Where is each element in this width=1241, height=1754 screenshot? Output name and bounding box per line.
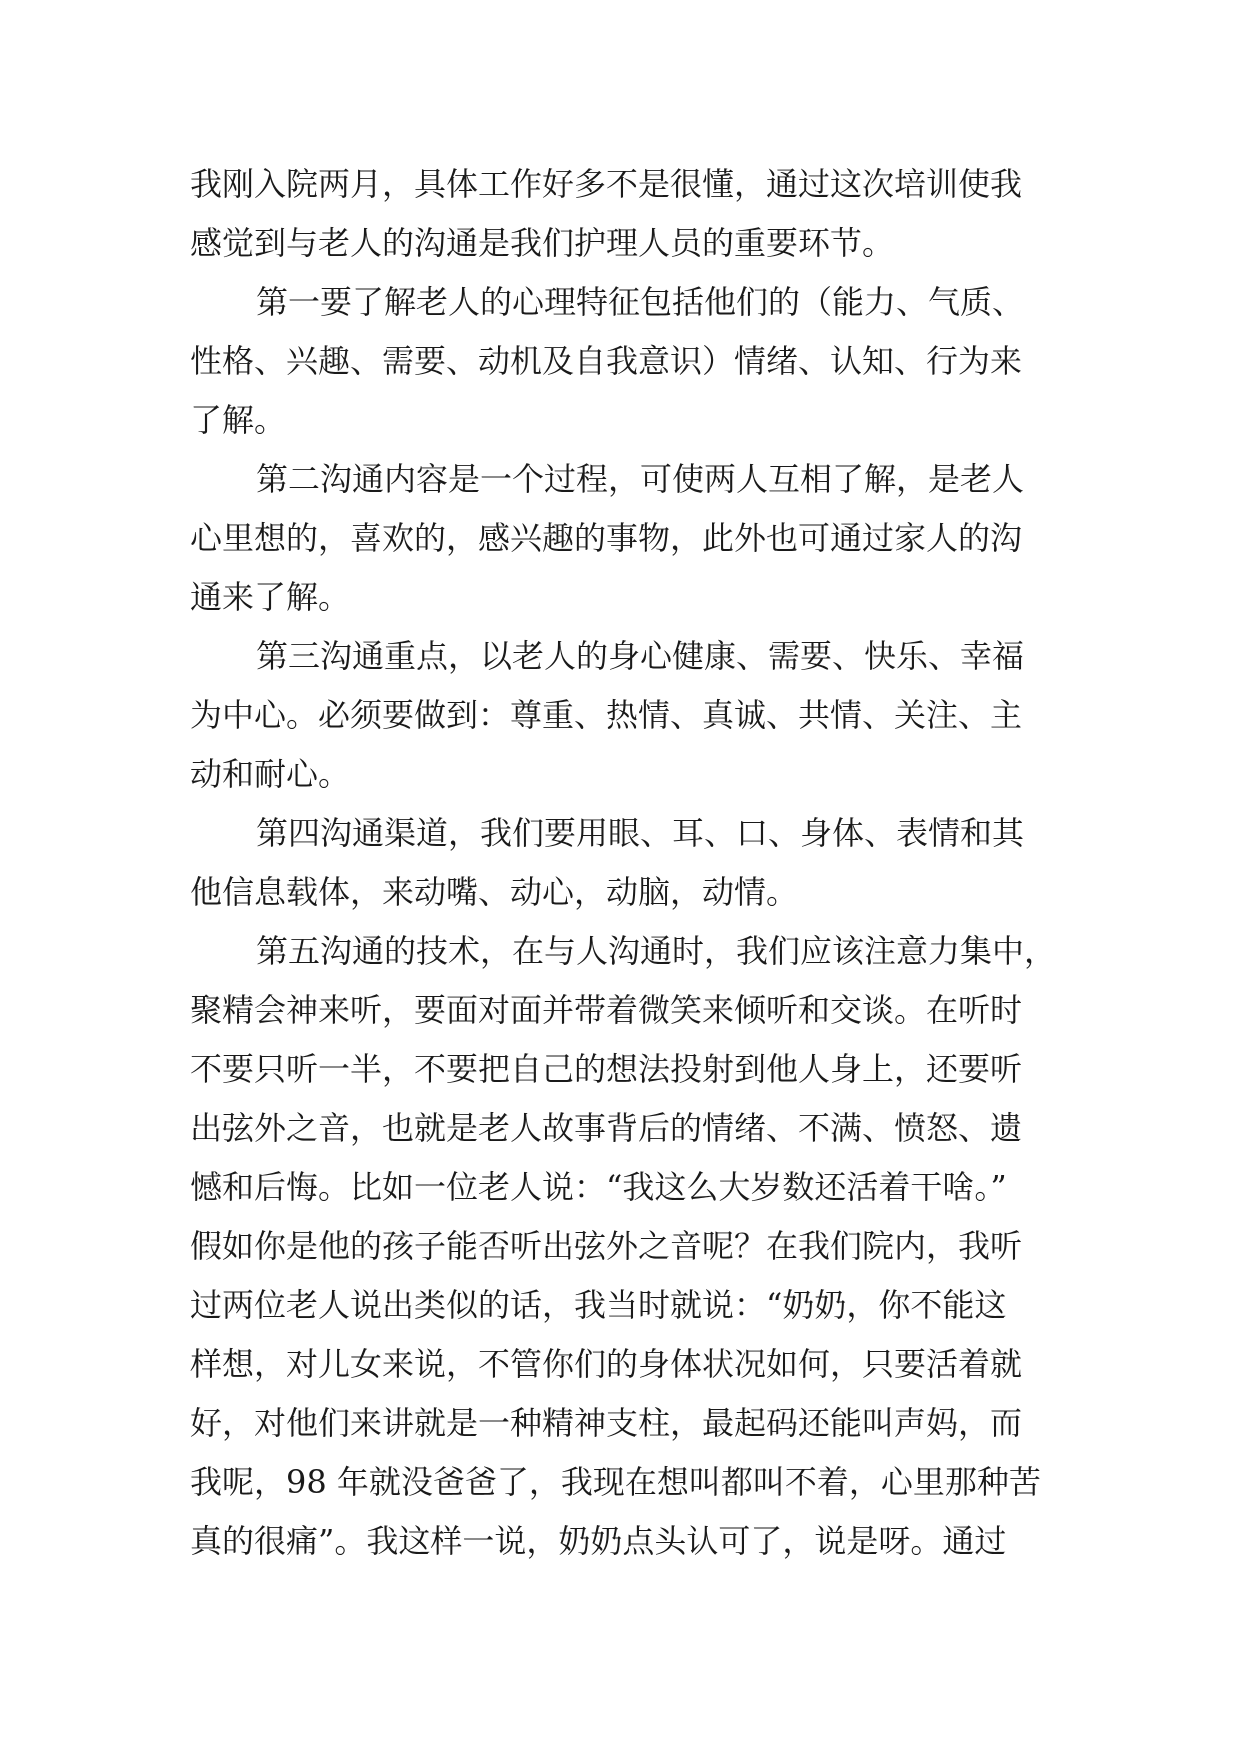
- text-line: 他信息载体，来动嘴、动心，动脑，动情。: [190, 873, 799, 911]
- text-line: 第三沟通重点，以老人的身心健康、需要、快乐、幸福: [256, 637, 1025, 675]
- text-line: 样想，对儿女来说，不管你们的身体状况如何，只要活着就: [190, 1345, 1023, 1383]
- text-line: 为中心。必须要做到：尊重、热情、真诚、共情、关注、主: [190, 696, 1023, 734]
- text-line: 憾和后悔。比如一位老人说：“我这么大岁数还活着干啥。”: [190, 1168, 1007, 1206]
- text-line: 第一要了解老人的心理特征包括他们的（能力、气质、: [256, 283, 1025, 321]
- text-line: 出弦外之音，也就是老人故事背后的情绪、不满、愤怒、遗: [190, 1109, 1023, 1147]
- text-line: 第四沟通渠道，我们要用眼、耳、口、身体、表情和其: [256, 814, 1025, 852]
- text-line: 第五沟通的技术，在与人沟通时，我们应该注意力集中，: [256, 932, 1057, 970]
- text-column: [190, 155, 1057, 1571]
- text-line: 不要只听一半，不要把自己的想法投射到他人身上，还要听: [190, 1050, 1023, 1088]
- text-line: 感觉到与老人的沟通是我们护理人员的重要环节。: [190, 224, 895, 262]
- text-line: 通来了解。: [190, 578, 351, 616]
- text-line: 心里想的，喜欢的，感兴趣的事物，此外也可通过家人的沟: [190, 519, 1023, 557]
- text-line: 过两位老人说出类似的话，我当时就说：“奶奶，你不能这: [190, 1286, 1007, 1324]
- text-line: 假如你是他的孩子能否听出弦外之音呢？在我们院内，我听: [190, 1227, 1023, 1265]
- text-line: 我呢，98 年就没爸爸了，我现在想叫都叫不着，心里那种苦: [190, 1463, 1041, 1501]
- text-line: 性格、兴趣、需要、动机及自我意识）情绪、认知、行为来: [190, 342, 1023, 380]
- text-line: 好，对他们来讲就是一种精神支柱，最起码还能叫声妈，而: [190, 1404, 1023, 1442]
- text-line: 真的很痛”。我这样一说，奶奶点头认可了，说是呀。通过: [190, 1522, 1007, 1560]
- text-line: 我刚入院两月，具体工作好多不是很懂，通过这次培训使我: [190, 165, 1023, 203]
- text-line: 动和耐心。: [190, 755, 351, 793]
- text-line: 聚精会神来听，要面对面并带着微笑来倾听和交谈。在听时: [190, 991, 1023, 1029]
- text-line: 了解。: [190, 401, 287, 439]
- text-line: 第二沟通内容是一个过程，可使两人互相了解，是老人: [256, 460, 1025, 498]
